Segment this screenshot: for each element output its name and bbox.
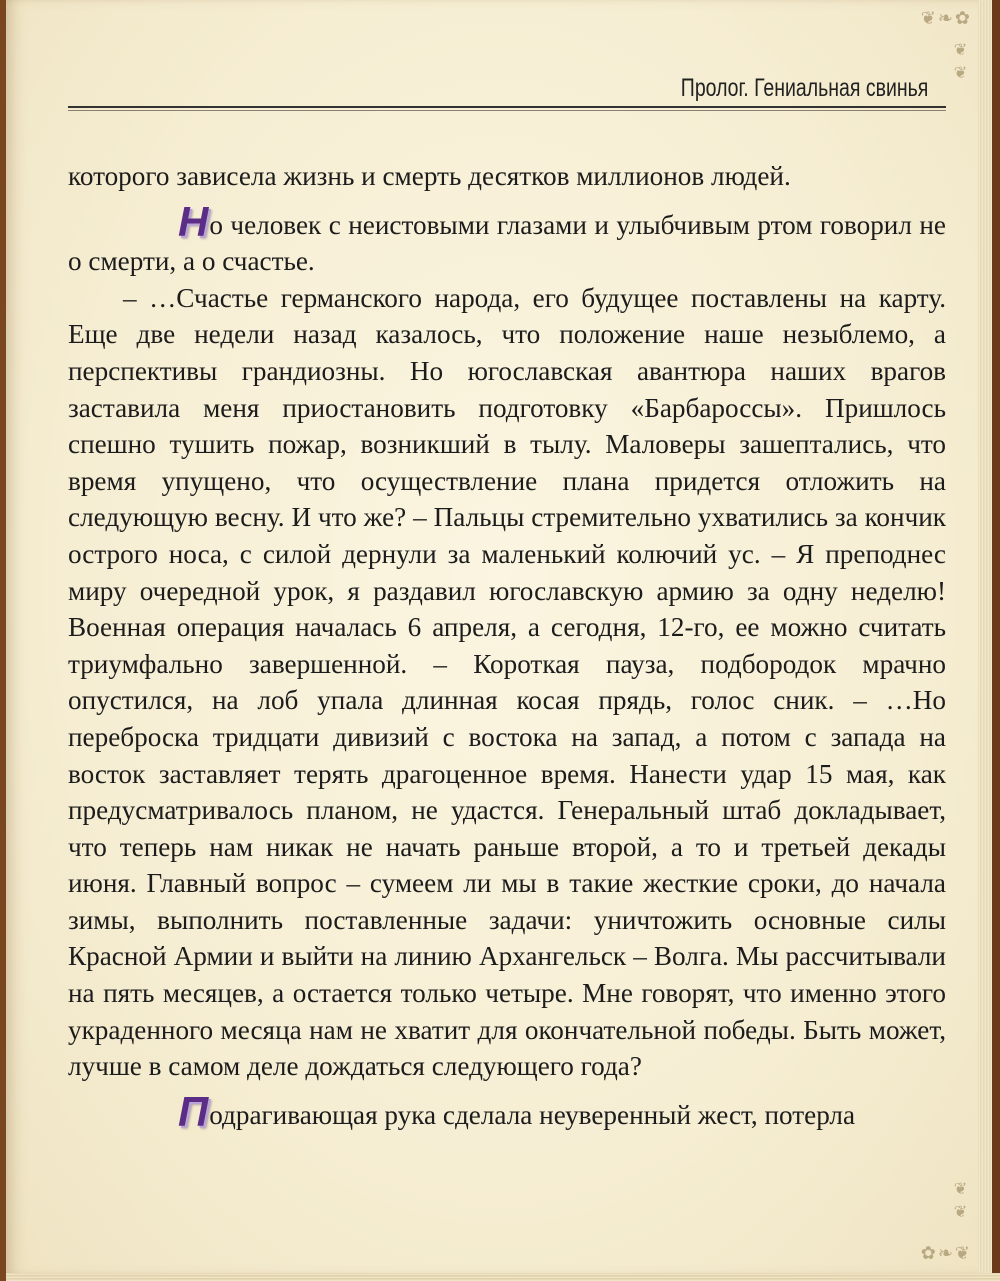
dropcap: Н (178, 197, 209, 245)
page-text (68, 158, 946, 1133)
paragraph-speech: – …Счастье германского народа, его будущее поставлены на карту. Еще две недели назад казалось, что положение наше незыблемо, а перспективы грандиозны. Но югославская авантюра наших врагов заставила меня приостановить подготовку «Барбароссы». Пришлось спешно тушить пожар, возникший в тылу. Маловеры зашептались, что время упущено, что осуществление плана придется отложить на следующую весну. И что же? – Пальцы стремительно ухватились за кончик острого носа, с силой дернули за маленький колючий ус. – Я преподнес миру очередной урок, я раздавил югославскую армию за одну неделю! Военная операция началась 6 апреля, а сегодня, 12-го, ее можно считать триумфально завершенной. – Короткая пауза, подбородок мрачно опустился, на лоб упала длинная косая прядь, голос сник. – …Но переброска тридцати дивизий с востока на запад, а потом с запада на восток заставляет терять драгоценное время. Нанести удар 15 мая, как предусматривалось планом, не удастся. Генеральный штаб докладывает, что теперь нам никак не начать раньше второй, а то и третьей декады июня. Главный вопрос – сумеем ли мы в такие жесткие сроки, до начала зимы, выполнить поставленные задачи: уничтожить основные силы Красной Армии и выйти на линию Архангельск – Волга. Мы рассчитывали на пять месяцев, а остается только четыре. Мне говорят, что именно этого украденного месяца нам не хватит для окончательной победы. Быть может, лучше в самом деле дождаться следующего года? (68, 282, 946, 1082)
corner-ornament-top-icon: ❦❧✿ (920, 8, 972, 29)
book-page (6, 0, 992, 1275)
paragraph: Но человек с неистовыми глазами и улыбчивым ртом говорил не о смерти, а о счастье. (68, 197, 946, 277)
paragraph: Подрагивающая рука сделала неуверенный жест, потерла (68, 1097, 946, 1134)
side-ornament-top-icon: ❦❦ (951, 40, 970, 86)
dropcap: П (178, 1087, 209, 1135)
page-edges-bottom (6, 1273, 1000, 1281)
corner-ornament-bottom-icon: ✿❧❦ (920, 1243, 972, 1264)
header-rule (68, 106, 946, 108)
side-ornament-bottom-icon: ❦❦ (951, 1179, 970, 1225)
paragraph-continued: которого зависела жизнь и смерть десятков миллионов людей. (68, 161, 791, 191)
page-edges-right (978, 0, 992, 1275)
running-title: Пролог. Гениальная свинья (680, 74, 928, 102)
